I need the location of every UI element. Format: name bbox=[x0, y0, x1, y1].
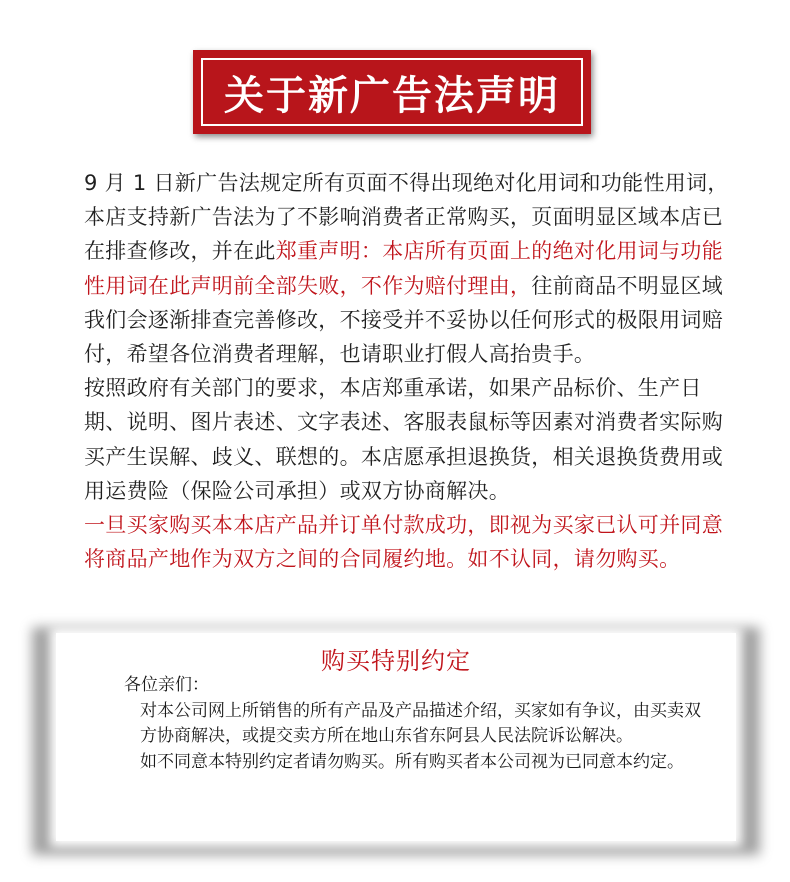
notice-declaration: 郑重声明：本店所有页面上的绝对化用词与功能性用词在此声明前全部失败，不作为赔付理由， bbox=[84, 239, 724, 298]
agreement-paragraph-1: 对本公司网上所销售的所有产品及产品描述介绍，买家如有争议，由买卖双方协商解决，或提交卖方所在地山东省东阿县人民法院诉讼解决。 bbox=[140, 700, 701, 746]
notice-paragraph-1-text: 9 月 1 日新广告法规定所有页面不得出现绝对化用词和功能性用词，本店支持新广告法为了不影响消费者正常购买，页面明显区域本店已在排查修改，并在此 bbox=[84, 171, 729, 264]
title-banner-frame bbox=[201, 58, 583, 126]
agreement-body bbox=[96, 673, 716, 775]
title-banner bbox=[193, 50, 591, 134]
notice-paragraph-2: 按照政府有关部门的要求，本店郑重承诺，如果产品标价、生产日期、说明、图片表述、文字表述、客服表鼠标等因素对消费者实际购买产生误解、歧义、联想的。本店愿承担退换货，相关退换货费用或用运费险（保险公司承担）或双方协商解决。 bbox=[84, 376, 723, 503]
notice-paragraph-3: 一旦买家购买本本店产品并订单付款成功，即视为买家已认可并同意将商品产地作为双方之间的合同履约地。如不认同，请勿购买。 bbox=[84, 513, 723, 572]
agreement-greeting: 各位亲们： bbox=[124, 675, 209, 695]
agreement-paragraph-2: 如不同意本特别约定者请勿购买。所有购买者本公司视为已同意本约定。 bbox=[140, 751, 684, 772]
agreement-panel bbox=[32, 627, 760, 855]
page-title: 关于新广告法声明 bbox=[224, 72, 560, 119]
notice-paragraph-1-tail: 往前商品不明显区域我们会逐渐排查完善修改，不接受并不妥协以任何形式的极限用词赔付，希望各位消费者理解，也请职业打假人高抬贵手。 bbox=[84, 273, 724, 367]
agreement-title: 购买特别约定 bbox=[321, 647, 471, 675]
notice-paragraph-1 bbox=[52, 166, 742, 371]
notice-section bbox=[52, 166, 742, 576]
agreement-box bbox=[56, 633, 736, 841]
